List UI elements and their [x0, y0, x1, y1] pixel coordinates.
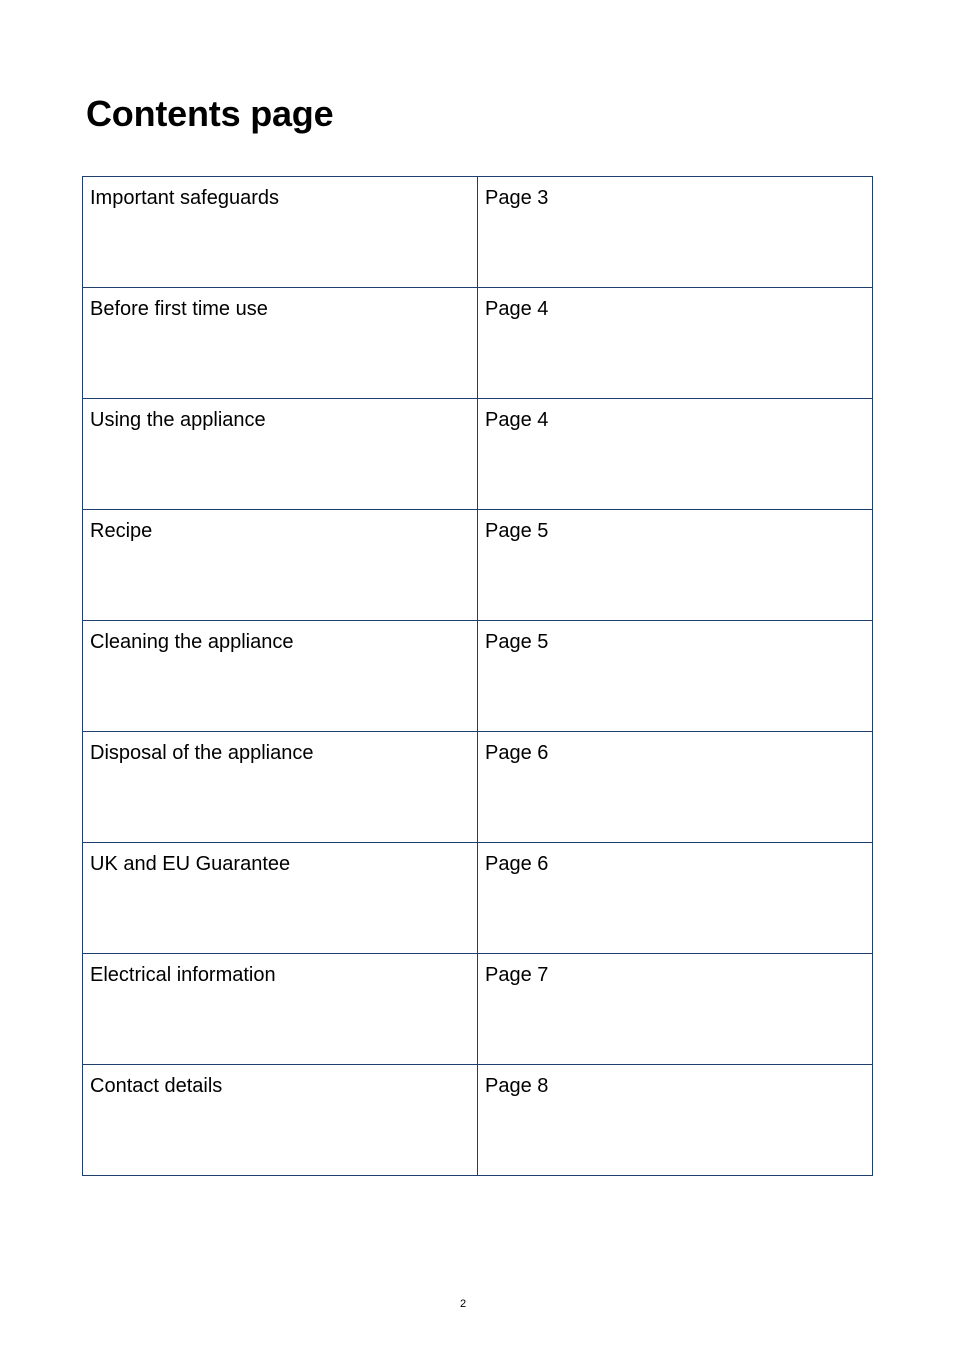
section-page: Page 4 — [478, 288, 873, 399]
section-page: Page 5 — [478, 510, 873, 621]
section-page: Page 8 — [478, 1065, 873, 1176]
section-title: Important safeguards — [83, 177, 478, 288]
section-title: Using the appliance — [83, 399, 478, 510]
table-row — [83, 843, 873, 954]
table-row — [83, 399, 873, 510]
table-row — [83, 510, 873, 621]
section-title: Disposal of the appliance — [83, 732, 478, 843]
table-row — [83, 1065, 873, 1176]
contents-table — [82, 176, 873, 1176]
section-page: Page 3 — [478, 177, 873, 288]
page-title: Contents page — [86, 93, 334, 134]
section-page: Page 6 — [478, 843, 873, 954]
table-row — [83, 288, 873, 399]
table-row — [83, 177, 873, 288]
section-page: Page 6 — [478, 732, 873, 843]
section-title: Cleaning the appliance — [83, 621, 478, 732]
section-title: Contact details — [83, 1065, 478, 1176]
section-title: Electrical information — [83, 954, 478, 1065]
section-title: Before first time use — [83, 288, 478, 399]
section-title: UK and EU Guarantee — [83, 843, 478, 954]
table-row — [83, 621, 873, 732]
table-row — [83, 732, 873, 843]
section-page: Page 4 — [478, 399, 873, 510]
table-row — [83, 954, 873, 1065]
section-title: Recipe — [83, 510, 478, 621]
section-page: Page 5 — [478, 621, 873, 732]
page-number: 2 — [459, 1298, 467, 1310]
section-page: Page 7 — [478, 954, 873, 1065]
